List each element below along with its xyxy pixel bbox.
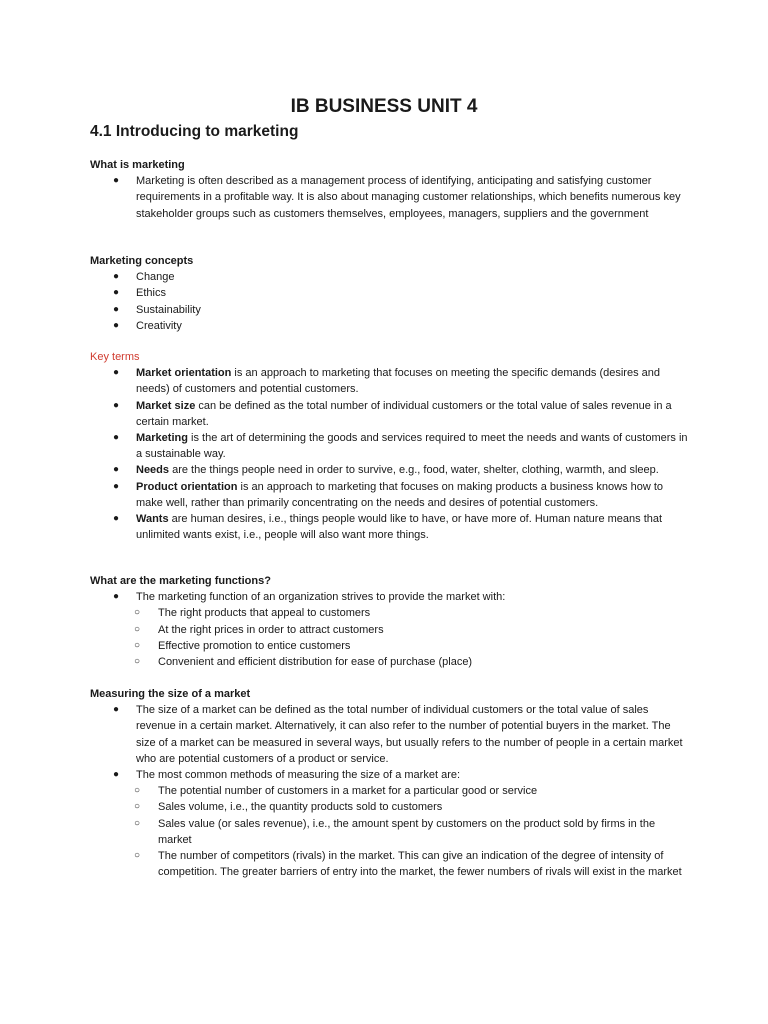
list-item: ● The marketing function of an organization strives to provide the market with: [90,589,690,605]
list-item: ● Wants are human desires, i.e., things people would like to have, or have more of. Human nature means that unlimited wants exist, i.e., people will also want more things. [113,513,663,542]
bullet-icon: ● [113,704,120,716]
measuring-market-heading: Measuring the size of a market [90,688,251,700]
sub-list-item: ○ The right products that appeal to customers [90,605,690,621]
term: Wants [136,513,169,526]
document-title: IB BUSINESS UNIT 4 [290,96,478,117]
circle-bullet-icon: ○ [134,850,141,862]
bullet-icon: ● [113,464,120,476]
sub-list-item: ○ Convenient and efficient distribution for ease of purchase (place) [90,654,690,670]
circle-bullet-icon: ○ [134,656,141,668]
sub-list-item: ○ At the right prices in order to attract customers [90,622,690,638]
bullet-icon: ● [113,303,120,315]
list-item: ● Marketing is the art of determining the goods and services required to meet the needs and wants of customers in a sustainable way. [113,432,688,461]
circle-bullet-icon: ○ [134,785,141,797]
bullet-icon: ● [113,432,120,444]
circle-bullet-icon: ○ [134,639,141,651]
what-is-marketing-section [90,157,690,222]
measuring-market-sublist [90,783,690,880]
measuring-market-list [90,702,690,783]
bullet-icon: ● [113,399,120,411]
circle-bullet-icon: ○ [134,623,141,635]
circle-bullet-icon: ○ [134,817,141,829]
term: Market size [136,399,196,412]
list-item: ● Market size can be defined as the total number of individual customers or the total value of sales revenue in a certain market. [113,399,672,428]
what-is-marketing-heading: What is marketing [90,159,185,171]
bullet-icon: ● [113,769,120,781]
sub-list-item: ○ Sales value (or sales revenue), i.e., the amount spent by customers on the product sold by firms in the market [134,817,656,846]
list-item: ● Market orientation is an approach to marketing that focuses on meeting the specific demands (desires and needs) of customers and potential customers. [113,367,660,396]
list-item: ● Marketing is often described as a management process of identifying, anticipating and satisfying customer requirements in a profitable way. It is also about managing customer relationships, which benefits numerous key stakeholder groups such as customers themselves, employees, managers, suppliers and the government [113,175,681,220]
bullet-icon: ● [113,175,120,187]
marketing-concepts-list [90,269,690,334]
term: Marketing [136,432,188,445]
list-item: ● The size of a market can be defined as the total number of individual customers or the total value of sales revenue in a certain market. Alternatively, it can also refer to the number of potential buyers in the market. The size of a market can be measured in several ways, but usually refers to the number of people in a certain market who are potential customers of a product or service. [113,704,683,765]
bullet-icon: ● [113,319,120,331]
marketing-concepts-heading: Marketing concepts [90,255,194,267]
term: Needs [136,464,170,477]
section-heading: 4.1 Introducing to marketing [90,123,299,140]
bullet-icon: ● [113,271,120,283]
marketing-functions-section [90,573,690,670]
marketing-functions-list [90,589,690,605]
sub-list-item: ○ Sales volume, i.e., the quantity products sold to customers [90,799,690,815]
circle-bullet-icon: ○ [134,607,141,619]
key-terms-section [90,349,690,543]
marketing-concepts-section [90,253,690,334]
bullet-icon: ● [113,513,120,525]
sub-list-item: ○ The number of competitors (rivals) in the market. This can give an indication of the degree of intensity of competition. The greater barriers of entry into the market, the fewer numbers of rivals will exist in the market [134,850,682,879]
list-item: ● Sustainability [90,302,690,318]
list-item: ● Change [90,269,690,285]
what-is-marketing-list [90,173,690,222]
bullet-icon: ● [113,480,120,492]
marketing-functions-heading: What are the marketing functions? [90,575,271,587]
list-item: ● Needs are the things people need in order to survive, e.g., food, water, shelter, clothing, warmth, and sleep. [90,462,690,478]
list-item: ● Ethics [90,285,690,301]
sub-list-item: ○ Effective promotion to entice customers [90,638,690,654]
list-item: ● The most common methods of measuring the size of a market are: [90,767,690,783]
marketing-functions-sublist [90,605,690,670]
list-item: ● Product orientation is an approach to marketing that focuses on making products a business knows how to make well, rather than primarily concentrating on the needs and desires of potential customers. [113,480,664,509]
circle-bullet-icon: ○ [134,801,141,813]
bullet-icon: ● [113,287,120,299]
key-terms-list [90,365,690,543]
list-item: ● Creativity [90,318,690,334]
measuring-market-section [90,686,690,880]
sub-list-item: ○ The potential number of customers in a market for a particular good or service [90,783,690,799]
key-terms-heading: Key terms [90,351,140,363]
bullet-icon: ● [113,591,120,603]
bullet-icon: ● [113,367,120,379]
term: Product orientation [136,480,238,493]
term: Market orientation [136,367,232,380]
